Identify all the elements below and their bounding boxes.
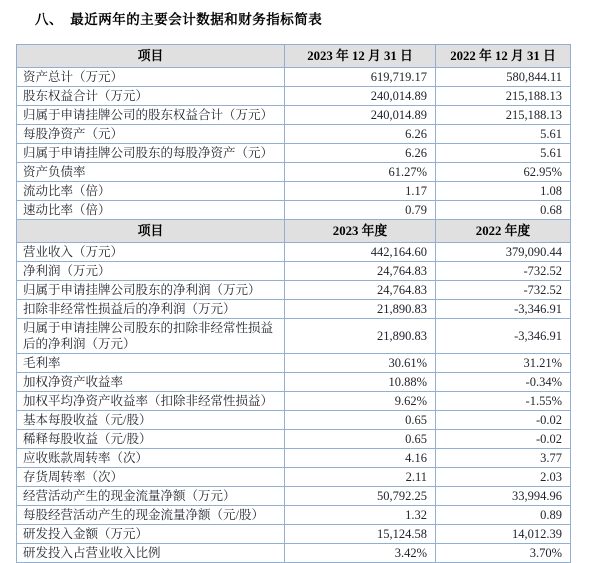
table-row <box>17 87 571 106</box>
row-label-cell: 加权净资产收益率 <box>17 373 285 392</box>
value-2023-cell: 3.42% <box>285 544 436 563</box>
value-2022-cell: 215,188.13 <box>436 106 571 125</box>
value-2023-cell: 240,014.89 <box>285 106 436 125</box>
table-row <box>17 449 571 468</box>
row-label-cell: 扣除非经常性损益后的净利润（万元） <box>17 300 285 319</box>
value-2022-cell: 62.95% <box>436 163 571 182</box>
row-label-cell: 每股净资产（元） <box>17 125 285 144</box>
value-2022-cell: -0.34% <box>436 373 571 392</box>
balance-header-2022: 2022 年 12 月 31 日 <box>436 45 571 68</box>
row-label-cell: 净利润（万元） <box>17 262 285 281</box>
table-row <box>17 243 571 262</box>
row-label-cell: 资产负债率 <box>17 163 285 182</box>
table-row <box>17 182 571 201</box>
value-2022-cell: 580,844.11 <box>436 68 571 87</box>
value-2023-cell: 15,124.58 <box>285 525 436 544</box>
row-label-cell: 归属于申请挂牌公司股东的每股净资产（元） <box>17 144 285 163</box>
row-label-cell: 研发投入金额（万元） <box>17 525 285 544</box>
value-2023-cell: 2.11 <box>285 468 436 487</box>
row-label-cell: 股东权益合计（万元） <box>17 87 285 106</box>
table-row <box>17 354 571 373</box>
value-2023-cell: 4.16 <box>285 449 436 468</box>
row-label-cell: 资产总计（万元） <box>17 68 285 87</box>
income-header-2023: 2023 年度 <box>285 220 436 243</box>
table-row <box>17 392 571 411</box>
row-label-cell: 每股经营活动产生的现金流量净额（元/股） <box>17 506 285 525</box>
table-row <box>17 487 571 506</box>
table-row <box>17 544 571 563</box>
value-2023-cell: 10.88% <box>285 373 436 392</box>
value-2022-cell: 14,012.39 <box>436 525 571 544</box>
table-row <box>17 201 571 220</box>
value-2022-cell: 0.68 <box>436 201 571 220</box>
table-row <box>17 300 571 319</box>
value-2022-cell: -732.52 <box>436 281 571 300</box>
value-2023-cell: 240,014.89 <box>285 87 436 106</box>
table-row <box>17 411 571 430</box>
value-2023-cell: 1.17 <box>285 182 436 201</box>
table-row <box>17 468 571 487</box>
value-2023-cell: 442,164.60 <box>285 243 436 262</box>
value-2022-cell: 1.08 <box>436 182 571 201</box>
value-2023-cell: 0.79 <box>285 201 436 220</box>
value-2023-cell: 0.65 <box>285 411 436 430</box>
table-row <box>17 281 571 300</box>
table-row <box>17 373 571 392</box>
balance-header-2023: 2023 年 12 月 31 日 <box>285 45 436 68</box>
row-label-cell: 速动比率（倍） <box>17 201 285 220</box>
table-row <box>17 525 571 544</box>
balance-header-row <box>17 45 571 68</box>
table-row <box>17 319 571 354</box>
value-2022-cell: -3,346.91 <box>436 319 571 354</box>
financial-summary-table <box>16 44 571 563</box>
value-2022-cell: 3.70% <box>436 544 571 563</box>
value-2022-cell: 5.61 <box>436 144 571 163</box>
value-2023-cell: 619,719.17 <box>285 68 436 87</box>
value-2023-cell: 50,792.25 <box>285 487 436 506</box>
value-2022-cell: -1.55% <box>436 392 571 411</box>
value-2023-cell: 6.26 <box>285 144 436 163</box>
balance-header-item: 项目 <box>17 45 285 68</box>
value-2023-cell: 30.61% <box>285 354 436 373</box>
value-2023-cell: 0.65 <box>285 430 436 449</box>
row-label-cell: 营业收入（万元） <box>17 243 285 262</box>
row-label-cell: 归属于申请挂牌公司股东的净利润（万元） <box>17 281 285 300</box>
value-2023-cell: 1.32 <box>285 506 436 525</box>
table-row <box>17 125 571 144</box>
value-2022-cell: 31.21% <box>436 354 571 373</box>
value-2022-cell: 2.03 <box>436 468 571 487</box>
table-row <box>17 68 571 87</box>
row-label-cell: 加权平均净资产收益率（扣除非经常性损益） <box>17 392 285 411</box>
row-label-cell: 存货周转率（次） <box>17 468 285 487</box>
row-label-cell: 归属于申请挂牌公司股东的扣除非经常性损益后的净利润（万元） <box>17 319 285 354</box>
value-2022-cell: 3.77 <box>436 449 571 468</box>
value-2022-cell: 33,994.96 <box>436 487 571 506</box>
value-2023-cell: 24,764.83 <box>285 262 436 281</box>
value-2023-cell: 9.62% <box>285 392 436 411</box>
value-2022-cell: -3,346.91 <box>436 300 571 319</box>
table-row <box>17 163 571 182</box>
table-row <box>17 106 571 125</box>
value-2023-cell: 61.27% <box>285 163 436 182</box>
value-2022-cell: 379,090.44 <box>436 243 571 262</box>
row-label-cell: 经营活动产生的现金流量净额（万元） <box>17 487 285 506</box>
row-label-cell: 毛利率 <box>17 354 285 373</box>
value-2022-cell: -0.02 <box>436 411 571 430</box>
row-label-cell: 研发投入占营业收入比例 <box>17 544 285 563</box>
value-2022-cell: -732.52 <box>436 262 571 281</box>
value-2023-cell: 21,890.83 <box>285 319 436 354</box>
value-2022-cell: 215,188.13 <box>436 87 571 106</box>
table-row <box>17 262 571 281</box>
income-header-row <box>17 220 571 243</box>
row-label-cell: 稀释每股收益（元/股） <box>17 430 285 449</box>
value-2022-cell: 0.89 <box>436 506 571 525</box>
value-2022-cell: -0.02 <box>436 430 571 449</box>
row-label-cell: 归属于申请挂牌公司的股东权益合计（万元） <box>17 106 285 125</box>
value-2023-cell: 21,890.83 <box>285 300 436 319</box>
row-label-cell: 应收账款周转率（次） <box>17 449 285 468</box>
income-header-2022: 2022 年度 <box>436 220 571 243</box>
section-title: 八、 最近两年的主要会计数据和财务指标简表 <box>35 12 323 27</box>
value-2023-cell: 24,764.83 <box>285 281 436 300</box>
table-row <box>17 430 571 449</box>
table-row <box>17 506 571 525</box>
row-label-cell: 流动比率（倍） <box>17 182 285 201</box>
income-header-item: 项目 <box>17 220 285 243</box>
row-label-cell: 基本每股收益（元/股） <box>17 411 285 430</box>
value-2022-cell: 5.61 <box>436 125 571 144</box>
value-2023-cell: 6.26 <box>285 125 436 144</box>
table-row <box>17 144 571 163</box>
